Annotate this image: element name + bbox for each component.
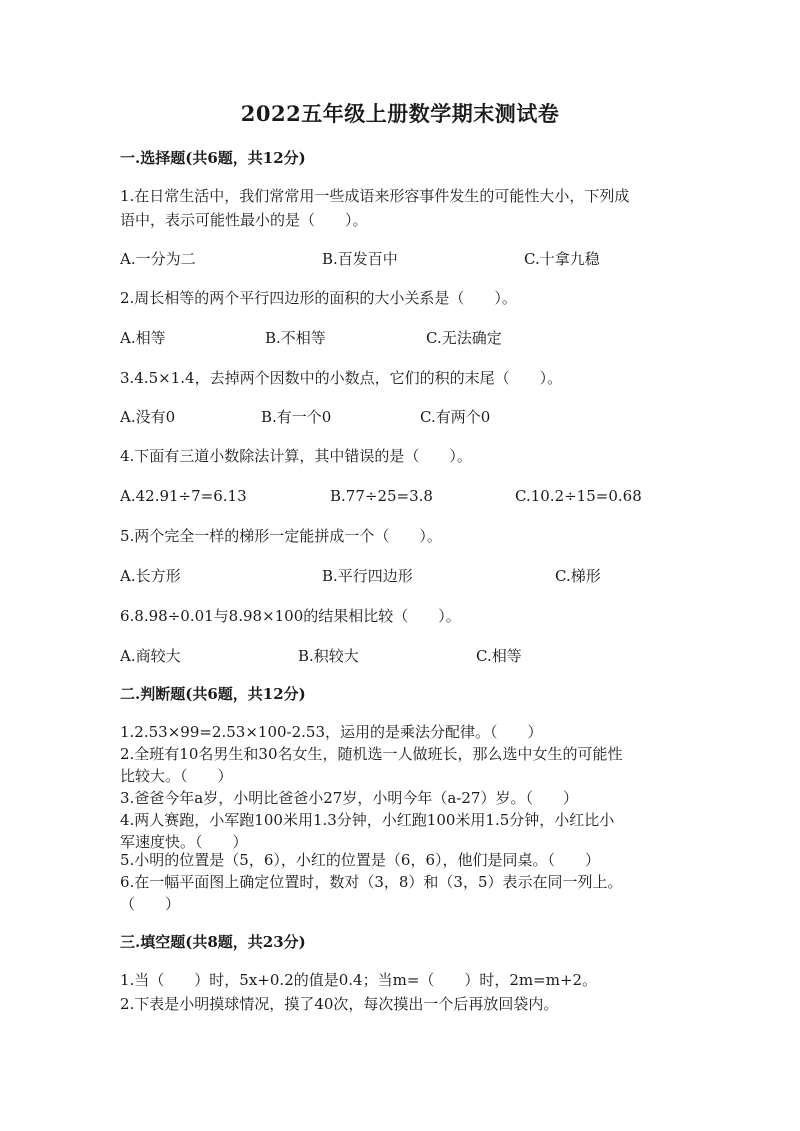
statement-text: 4.两人赛跑，小军跑100米用1.3分钟，小红跑100米用1.5分钟，小红比小 [120, 811, 615, 829]
option-a: A.相等 [120, 329, 166, 347]
section-heading-judgement: 二.判断题(共6题，共12分) [120, 685, 306, 703]
option-a: A.42.91÷7=6.13 [120, 487, 247, 505]
option-b: B.不相等 [265, 329, 326, 347]
page-title: 2022五年级上册数学期末测试卷 [240, 101, 560, 126]
option-c: C.十拿九稳 [524, 250, 600, 268]
option-a: A.一分为二 [120, 250, 196, 268]
question-text: 语中，表示可能性最小的是（ ）。 [120, 211, 368, 229]
statement-text: 1.2.53×99=2.53×100-2.53，运用的是乘法分配律。（ ） [120, 723, 543, 741]
option-b: B.百发百中 [322, 250, 398, 268]
option-b: B.平行四边形 [322, 567, 413, 585]
option-b: B.77÷25=3.8 [330, 487, 433, 505]
question-text: 1.当（ ）时，5x+0.2的值是0.4；当m=（ ）时，2m=m+2。 [120, 971, 598, 989]
statement-text: 5.小明的位置是（5，6），小红的位置是（6，6），他们是同桌。（ ） [120, 851, 600, 869]
question-text: 2.周长相等的两个平行四边形的面积的大小关系是（ ）。 [120, 289, 517, 307]
question-text: 2.下表是小明摸球情况，摸了40次，每次摸出一个后再放回袋内。 [120, 995, 559, 1013]
question-text: 5.两个完全一样的梯形一定能拼成一个（ ）。 [120, 527, 442, 545]
option-a: A.长方形 [120, 567, 181, 585]
option-b: B.积较大 [298, 647, 359, 665]
section-heading-fill-blank: 三.填空题(共8题，共23分) [120, 933, 306, 951]
section-heading-choice: 一.选择题(共6题，共12分) [120, 149, 306, 167]
option-c: C.无法确定 [426, 329, 502, 347]
option-a: A.商较大 [120, 647, 181, 665]
statement-text: 6.在一幅平面图上确定位置时，数对（3，8）和（3，5）表示在同一列上。 [120, 873, 623, 891]
question-text: 1.在日常生活中，我们常常用一些成语来形容事件发生的可能性大小，下列成 [120, 187, 630, 205]
statement-text: 3.爸爸今年a岁，小明比爸爸小27岁，小明今年（a-27）岁。（ ） [120, 789, 578, 807]
option-a: A.没有0 [120, 408, 176, 426]
option-c: C.相等 [476, 647, 522, 665]
option-b: B.有一个0 [261, 408, 332, 426]
option-c: C.10.2÷15=0.68 [515, 487, 642, 505]
question-text: 4.下面有三道小数除法计算，其中错误的是（ ）。 [120, 447, 472, 465]
option-c: C.有两个0 [420, 408, 491, 426]
statement-text: 比较大。（ ） [120, 767, 233, 785]
question-text: 6.8.98÷0.01与8.98×100的结果相比较（ ）。 [120, 607, 461, 625]
question-text: 3.4.5×1.4，去掉两个因数中的小数点，它们的积的末尾（ ）。 [120, 369, 563, 387]
option-c: C.梯形 [555, 567, 601, 585]
statement-text: 军速度快。（ ） [120, 833, 248, 851]
statement-text: （ ） [120, 895, 181, 913]
statement-text: 2.全班有10名男生和30名女生，随机选一人做班长，那么选中女生的可能性 [120, 745, 623, 763]
